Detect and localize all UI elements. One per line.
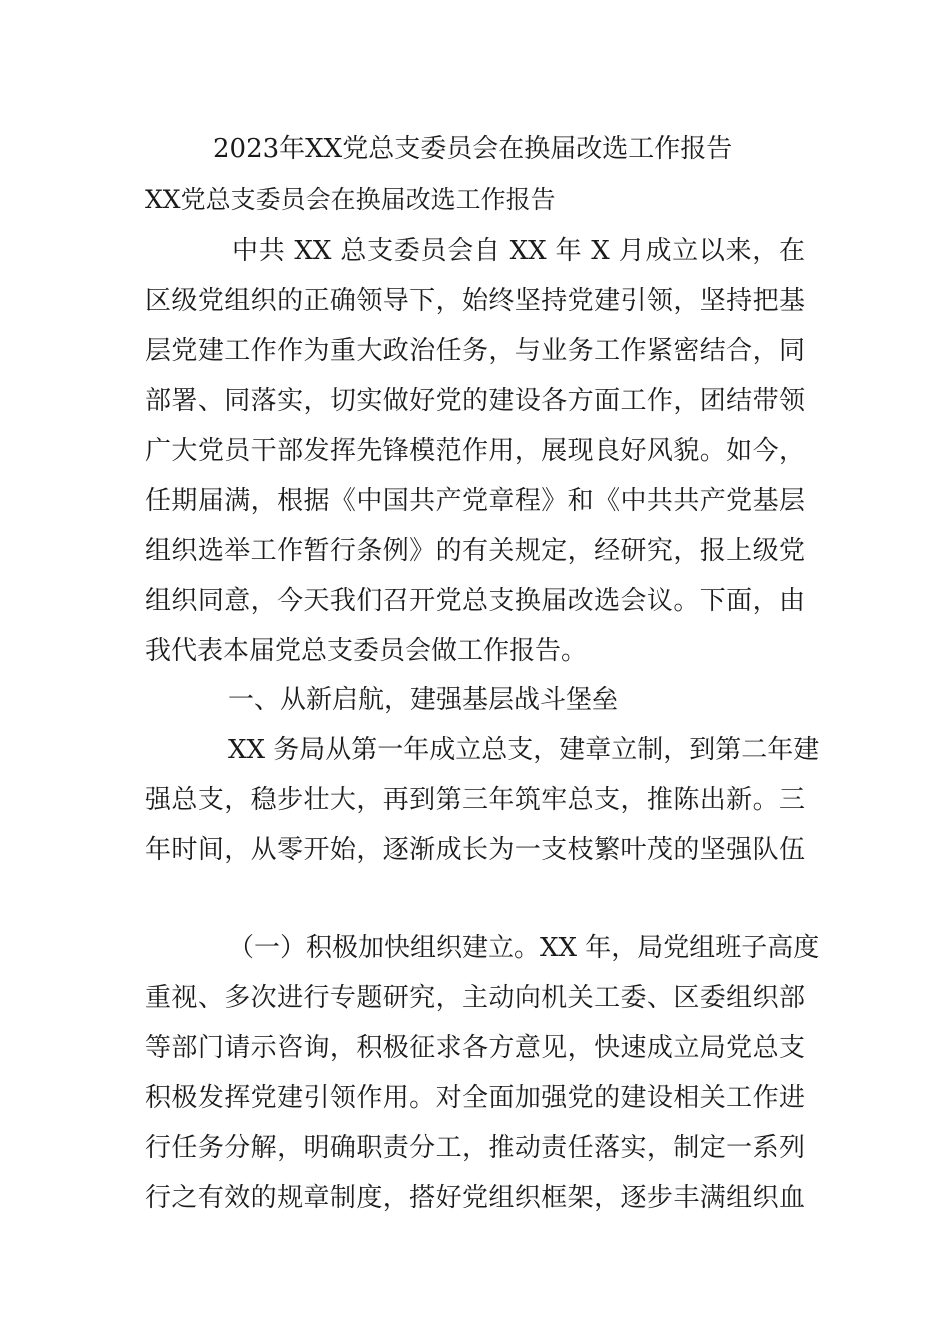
section-line: 年时间，从零开始，逐渐成长为一支枝繁叶茂的坚强队伍 — [145, 835, 805, 865]
subsection-line: （一）积极加快组织建立。XX 年，局党组班子高度 — [228, 933, 820, 963]
subsection-line: 重视、多次进行专题研究，主动向机关工委、区委组织部 — [145, 983, 805, 1013]
intro-line: 部署、同落实，切实做好党的建设各方面工作，团结带领 — [145, 386, 805, 416]
section-line: XX 务局从第一年成立总支，建章立制，到第二年建 — [228, 735, 820, 765]
document-subtitle: XX党总支委员会在换届改选工作报告 — [145, 185, 556, 214]
intro-line: 层党建工作作为重大政治任务，与业务工作紧密结合，同 — [145, 336, 805, 366]
subsection-line: 行任务分解，明确职责分工，推动责任落实，制定一系列 — [145, 1133, 805, 1163]
section-heading: 一、从新启航，建强基层战斗堡垒 — [228, 685, 619, 715]
intro-line: 我代表本届党总支委员会做工作报告。 — [145, 636, 588, 666]
section-line: 强总支，稳步壮大，再到第三年筑牢总支，推陈出新。三 — [145, 785, 805, 815]
intro-line: 广大党员干部发挥先锋模范作用，展现良好风貌。如今， — [145, 436, 805, 466]
intro-line: 组织同意，今天我们召开党总支换届改选会议。下面，由 — [145, 586, 805, 616]
intro-line: 组织选举工作暂行条例》的有关规定，经研究，报上级党 — [145, 536, 805, 566]
document-title: 2023年XX党总支委员会在换届改选工作报告 — [213, 134, 733, 164]
subsection-line: 等部门请示咨询，积极征求各方意见，快速成立局党总支 — [145, 1033, 805, 1063]
subsection-line: 积极发挥党建引领作用。对全面加强党的建设相关工作进 — [145, 1083, 805, 1113]
intro-line: 中共 XX 总支委员会自 XX 年 X 月成立以来，在 — [232, 236, 805, 266]
intro-line: 任期届满，根据《中国共产党章程》和《中共共产党基层 — [145, 486, 805, 516]
intro-line: 区级党组织的正确领导下，始终坚持党建引领，坚持把基 — [145, 286, 805, 316]
subsection-line: 行之有效的规章制度，搭好党组织框架，逐步丰满组织血 — [145, 1183, 805, 1213]
